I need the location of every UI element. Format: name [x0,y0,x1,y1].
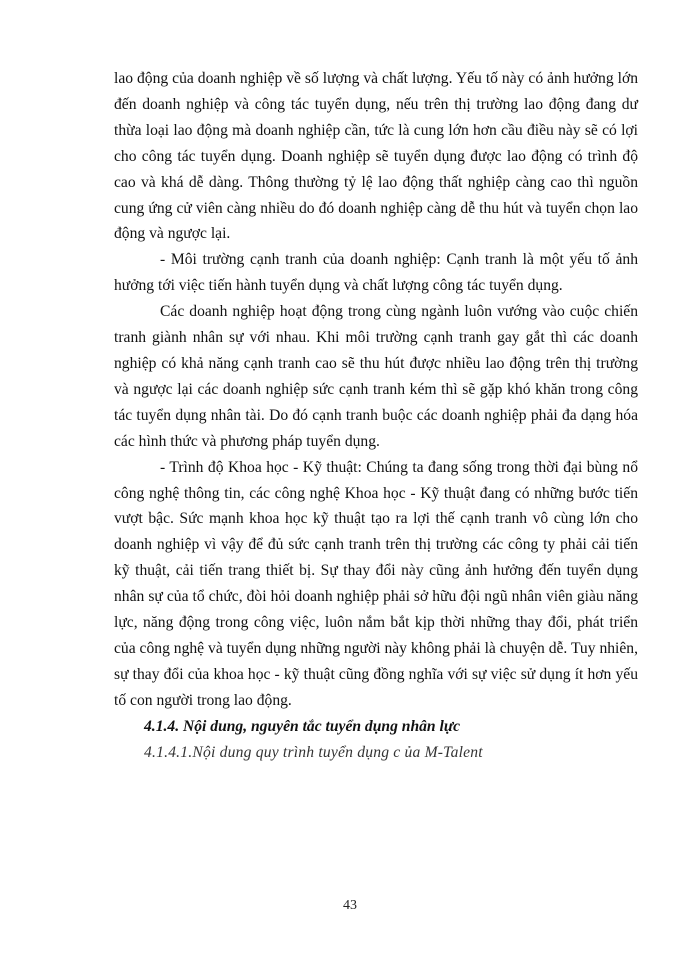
document-body [114,66,638,765]
paragraph-science-technology: - Trình độ Khoa học - Kỹ thuật: Chúng ta đang sống trong thời đại bùng nổ công nghệ thông tin, các công nghệ Khoa học - Kỹ thuật đang có những bước tiến vượt bậc. Sức mạnh khoa học kỹ thuật tạo ra lợi thế cạnh tranh vô cùng lớn cho doanh nghiệp vì vậy để đủ sức cạnh tranh trên thị trường các công ty phải cải tiến kỹ thuật, cải tiến trang thiết bị. Sự thay đổi này cũng ảnh hưởng đến tuyển dụng nhân sự của tổ chức, đòi hỏi doanh nghiệp phải sở hữu đội ngũ nhân viên giàu năng lực, năng động trong công việc, luôn nắm bắt kịp thời những thay đổi, phát triển của công nghệ và tuyển dụng những người này không phải là chuyện dễ. Tuy nhiên, sự thay đổi của khoa học - kỹ thuật cũng đồng nghĩa với sự việc sử dụng ít hơn yếu tố con người trong lao động. [114,458,638,709]
subsection-heading: 4.1.4.1.Nội dung quy trình tuyển dụng c ủa M-Talent [144,743,483,761]
paragraph-labor-supply: lao động của doanh nghiệp về số lượng và chất lượng. Yếu tố này có ảnh hưởng lớn đến doanh nghiệp và công tác tuyển dụng, nếu trên thị trường lao động đang dư thừa loại lao động mà doanh nghiệp cần, tức là cung lớn hơn cầu điều này sẽ có lợi cho công tác tuyển dụng. Doanh nghiệp sẽ tuyển dụng được lao động có trình độ cao và khá dễ dàng. Thông thường tỷ lệ lao động thất nghiệp càng cao thì nguồn cung ứng cử viên càng nhiều do đó doanh nghiệp càng dễ thu hút và tuyển chọn lao động và ngược lại. [114,70,638,243]
paragraph-competing-firms: Các doanh nghiệp hoạt động trong cùng ngành luôn vướng vào cuộc chiến tranh giành nhân sự với nhau. Khi môi trường cạnh tranh gay gắt thì các doanh nghiệp có khả năng cạnh tranh cao sẽ thu hút được nhiều lao động trên thị trường và ngược lại các doanh nghiệp sức cạnh tranh kém thì sẽ gặp khó khăn trong công tác tuyển dụng nhân tài. Do đó cạnh tranh buộc các doanh nghiệp phải đa dạng hóa các hình thức và phương pháp tuyển dụng. [114,303,638,450]
section-heading: 4.1.4. Nội dung, nguyên tắc tuyển dụng nhân lực [144,717,461,735]
page-number: 43 [343,898,357,913]
paragraph-competition-environment: - Môi trường cạnh tranh của doanh nghiệp: Cạnh tranh là một yếu tố ảnh hưởng tới việc tiến hành tuyển dụng và chất lượng công tác tuyển dụng. [114,251,638,295]
